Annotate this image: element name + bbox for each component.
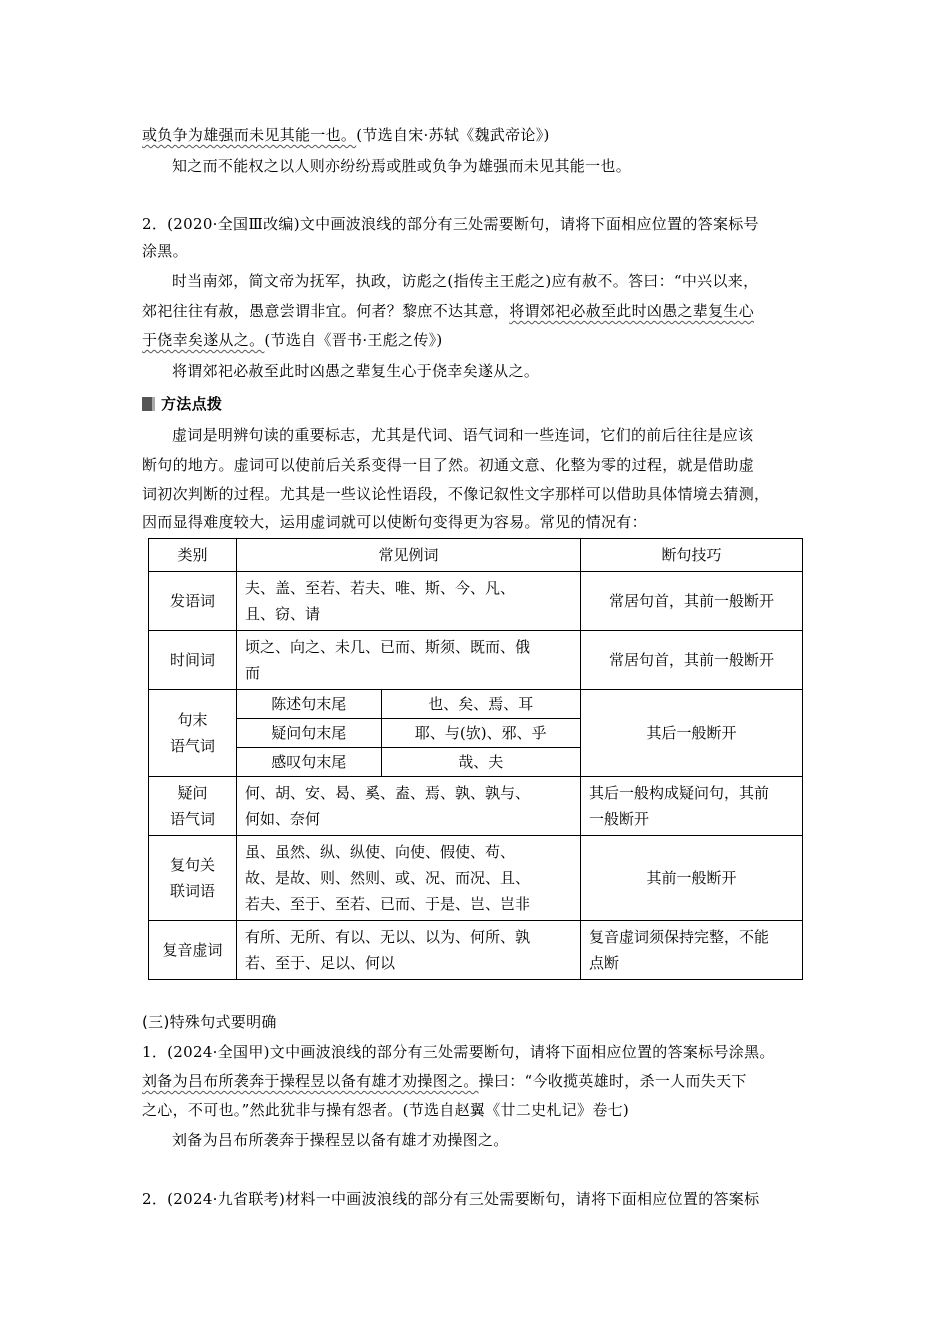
table-row xyxy=(149,836,803,921)
examples-line: 何、胡、安、曷、奚、盍、焉、孰、孰与、 xyxy=(245,784,531,802)
subtable-row xyxy=(237,748,580,777)
question-stem-cont: 涂黑。 xyxy=(142,242,188,260)
paragraph-line: 词初次判断的过程。尤其是一些议论性语段，不像记叙性文字那样可以借助具体情境去猜测， xyxy=(142,485,770,503)
passage-line xyxy=(142,300,754,322)
category-cell xyxy=(149,777,237,836)
text-line xyxy=(142,124,550,146)
sentence-end-subtable xyxy=(237,690,580,776)
passage-line: 时当南郊，简文帝为抚军，执政，访彪之(指传主王彪之)应有赦不。答曰：“中兴以来， xyxy=(172,272,759,290)
category-line: 联词语 xyxy=(169,882,215,900)
table-row xyxy=(149,631,803,690)
tip-cell xyxy=(581,777,803,836)
function-words-table xyxy=(148,538,803,980)
examples-line: 故、是故、则、然则、或、况、而况、且、 xyxy=(245,869,531,887)
answer-line: 将谓郊祀必赦至此时凶愚之辈复生心于侥幸矣遂从之。 xyxy=(172,362,540,380)
table-header: 常见例词 xyxy=(237,539,581,572)
nested-examples-cell xyxy=(237,690,581,777)
heading-marker-icon xyxy=(142,397,155,411)
paragraph-line: 断句的地方。虚词可以使前后关系变得一目了然。初通文意、化整为零的过程，就是借助虚 xyxy=(142,456,755,474)
answer-line: 知之而不能权之以人则亦纷纷焉或胜或负争为雄强而未见其能一也。 xyxy=(172,157,632,175)
sentence-type: 陈述句末尾 xyxy=(237,690,381,719)
tip-line: 一般断开 xyxy=(589,810,650,828)
examples-line: 且、窃、请 xyxy=(245,605,321,623)
subtable-row xyxy=(237,690,580,719)
category-line: 语气词 xyxy=(169,737,215,755)
tip-cell xyxy=(581,921,803,980)
section-heading-text: 方法点拨 xyxy=(161,395,223,413)
question-stem: 2．(2024·九省联考)材料一中画波浪线的部分有三处需要断句，请将下面相应位置的答案标 xyxy=(142,1190,760,1208)
wavy-underlined-text: 于侥幸矣遂从之。 xyxy=(142,331,265,349)
wavy-underlined-text: 刘备为吕布所袭奔于操程昱以备有雄才劝操图之。 xyxy=(142,1072,479,1090)
table-header: 断句技巧 xyxy=(581,539,803,572)
category-cell: 时间词 xyxy=(149,631,237,690)
examples-line: 夫、盖、至若、若夫、唯、斯、今、凡、 xyxy=(245,579,516,597)
particle-words: 哉、夫 xyxy=(381,748,580,777)
examples-line: 若夫、至于、至若、已而、于是、岂、岂非 xyxy=(245,895,531,913)
tip-line: 点断 xyxy=(589,954,620,972)
passage-text: 操曰：“今收揽英雄时，杀一人而失天下 xyxy=(478,1072,747,1090)
category-line: 语气词 xyxy=(169,810,215,828)
subsection-heading: (三)特殊句式要明确 xyxy=(142,1013,277,1031)
wavy-underlined-text: 将谓郊祀必赦至此时凶愚之辈复生心 xyxy=(509,302,755,320)
particle-words: 也、矣、焉、耳 xyxy=(428,695,534,713)
passage-text: 郊祀往往有赦，愚意尝谓非宜。何者？黎庶不达其意， xyxy=(142,302,510,320)
examples-line: 而 xyxy=(245,664,261,682)
wavy-underlined-text: 或负争为雄强而未见其能一也。 xyxy=(142,126,357,144)
answer-line: 刘备为吕布所袭奔于操程昱以备有雄才劝操图之。 xyxy=(172,1131,509,1149)
passage-line xyxy=(142,1070,747,1092)
passage-line xyxy=(142,329,443,351)
paragraph-line: 因而显得难度较大，运用虚词就可以使断句变得更为容易。常见的情况有： xyxy=(142,513,647,531)
question-stem: 2．(2020·全国Ⅲ改编)文中画波浪线的部分有三处需要断句，请将下面相应位置的答案标号 xyxy=(142,215,759,233)
category-line: 句末 xyxy=(177,711,208,729)
tip-cell: 其后一般断开 xyxy=(581,690,803,777)
examples-line: 有所、无所、有以、无以、以为、何所、孰 xyxy=(245,928,531,946)
category-line: 复句关 xyxy=(169,856,215,874)
examples-line: 虽、虽然、纵、纵使、向使、假使、苟、 xyxy=(245,843,516,861)
category-cell xyxy=(149,690,237,777)
examples-cell xyxy=(237,631,581,690)
tip-cell: 常居句首，其前一般断开 xyxy=(581,631,803,690)
category-cell: 发语词 xyxy=(149,572,237,631)
examples-cell xyxy=(237,572,581,631)
paragraph-line: 虚词是明辨句读的重要标志，尤其是代词、语气词和一些连词，它们的前后往往是应该 xyxy=(172,426,754,444)
tip-line: 其后一般构成疑问句，其前 xyxy=(589,784,770,802)
examples-cell xyxy=(237,921,581,980)
examples-line: 顷之、向之、未几、已而、斯须、既而、俄 xyxy=(245,638,531,656)
table-row xyxy=(149,777,803,836)
table-row xyxy=(149,572,803,631)
category-cell xyxy=(149,836,237,921)
source-note: (节选自《晋书·王彪之传》) xyxy=(264,331,443,349)
passage-line: 之心，不可也。”然此犹非与操有怨者。(节选自赵翼《廿二史札记》卷七) xyxy=(142,1101,630,1119)
table-row xyxy=(149,921,803,980)
table-header: 类别 xyxy=(149,539,237,572)
category-line: 疑问 xyxy=(177,784,208,802)
source-note: (节选自宋·苏轼《魏武帝论》) xyxy=(356,126,550,144)
question-stem: 1．(2024·全国甲)文中画波浪线的部分有三处需要断句，请将下面相应位置的答案标号涂黑。 xyxy=(142,1043,775,1061)
tip-cell: 其前一般断开 xyxy=(581,836,803,921)
sentence-type: 感叹句末尾 xyxy=(237,748,381,777)
category-cell: 复音虚词 xyxy=(149,921,237,980)
examples-cell xyxy=(237,777,581,836)
table-row xyxy=(149,690,803,777)
tip-line: 复音虚词须保持完整，不能 xyxy=(589,928,770,946)
tip-cell: 常居句首，其前一般断开 xyxy=(581,572,803,631)
section-heading xyxy=(142,393,222,415)
subtable-row xyxy=(237,719,580,748)
table-header-row xyxy=(149,539,803,572)
examples-line: 若、至于、足以、何以 xyxy=(245,954,396,972)
sentence-type: 疑问句末尾 xyxy=(237,719,381,748)
examples-line: 何如、奈何 xyxy=(245,810,321,828)
particle-words: 耶、与(欤)、邪、乎 xyxy=(381,719,580,748)
examples-cell xyxy=(237,836,581,921)
